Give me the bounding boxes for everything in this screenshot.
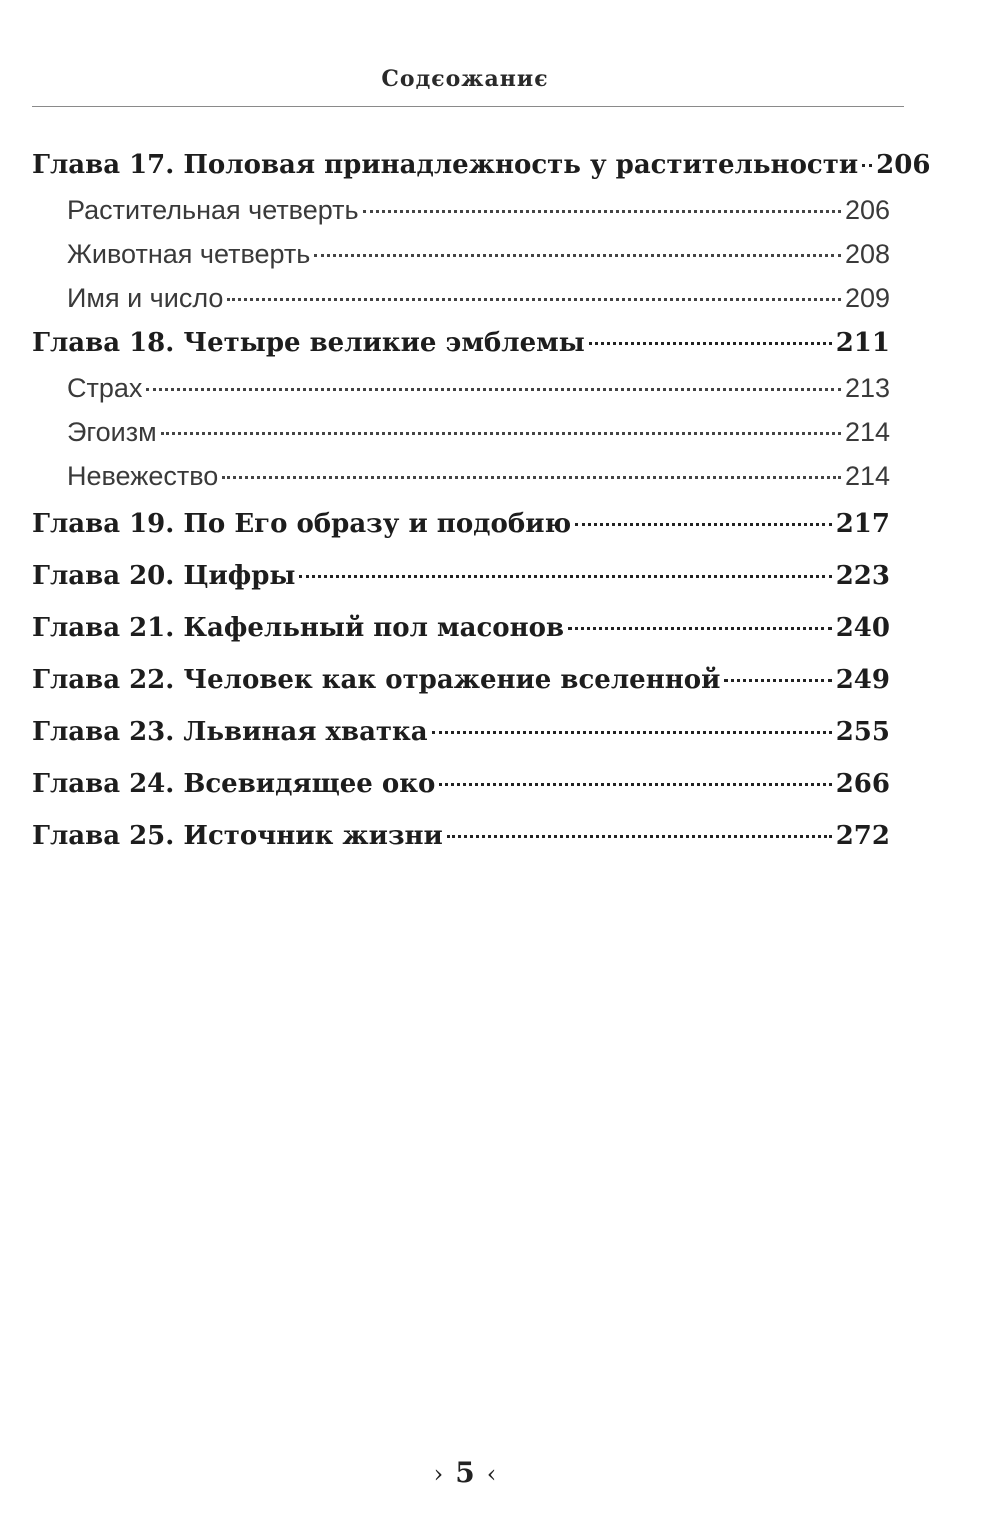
toc-entry-title: Страх <box>67 373 143 403</box>
dot-leader <box>363 210 841 213</box>
toc-entry-chapter-23[interactable] <box>32 706 890 758</box>
dot-leader <box>589 342 832 345</box>
toc-entry-chapter-20[interactable] <box>32 550 890 602</box>
toc-entry-page: 272 <box>835 821 890 851</box>
toc-entry-section[interactable] <box>32 410 890 454</box>
dot-leader <box>724 679 831 682</box>
running-title: Содєожаниє <box>381 66 549 92</box>
toc-entry-section[interactable] <box>32 188 890 232</box>
toc-entry-chapter-18[interactable] <box>32 320 890 366</box>
toc-entry-title: Эгоизм <box>67 417 157 447</box>
toc-entry-title: Имя и число <box>67 283 224 313</box>
toc-entry-section[interactable] <box>32 276 890 320</box>
toc-entry-chapter-22[interactable] <box>32 654 890 706</box>
toc-entry-page: 240 <box>835 613 890 643</box>
table-of-contents <box>32 142 931 862</box>
dot-leader <box>862 164 872 167</box>
toc-entry-section[interactable] <box>32 232 890 276</box>
toc-entry-title: Глава 19. По Его образу и подобию <box>32 509 572 539</box>
toc-entry-page: 211 <box>835 328 890 358</box>
toc-entry-page: 255 <box>835 717 890 747</box>
toc-entry-title: Глава 23. Львиная хватка <box>32 717 428 747</box>
dot-leader <box>432 731 832 734</box>
toc-entry-title: Животная четверть <box>67 239 311 269</box>
dot-leader <box>575 523 832 526</box>
toc-entry-section[interactable] <box>32 366 890 410</box>
toc-entry-page: 209 <box>844 283 890 313</box>
toc-entry-title: Глава 20. Цифры <box>32 561 296 591</box>
ornament-right: ‹ <box>486 1460 497 1488</box>
toc-entry-title: Глава 24. Всевидящее око <box>32 769 436 799</box>
toc-entry-section[interactable] <box>32 454 890 498</box>
dot-leader <box>227 298 841 301</box>
ornament-left: › <box>433 1460 444 1488</box>
toc-entry-title: Глава 22. Человек как отражение вселенной <box>32 665 721 695</box>
page-number <box>0 1456 930 1489</box>
dot-leader <box>161 432 841 435</box>
toc-entry-title: Глава 21. Кафельный пол масонов <box>32 613 565 643</box>
toc-entry-title: Глава 25. Источник жизни <box>32 821 443 851</box>
toc-entry-page: 206 <box>844 195 890 225</box>
dot-leader <box>299 575 831 578</box>
toc-entry-page: 214 <box>844 417 890 447</box>
toc-entry-page: 217 <box>835 509 890 539</box>
header-rule <box>32 106 904 107</box>
toc-entry-page: 249 <box>835 665 890 695</box>
toc-entry-chapter-24[interactable] <box>32 758 890 810</box>
toc-entry-chapter-21[interactable] <box>32 602 890 654</box>
toc-entry-page: 266 <box>835 769 890 799</box>
dot-leader <box>146 388 841 391</box>
dot-leader <box>447 835 832 838</box>
dot-leader <box>314 254 841 257</box>
toc-entry-title: Невежество <box>67 461 219 491</box>
dot-leader <box>222 476 841 479</box>
toc-entry-chapter-25[interactable] <box>32 810 890 862</box>
toc-entry-page: 208 <box>844 239 890 269</box>
toc-entry-page: 206 <box>876 150 931 180</box>
toc-entry-title: Растительная четверть <box>67 195 359 225</box>
toc-entry-chapter-19[interactable] <box>32 498 890 550</box>
page-number-value: 5 <box>455 1456 475 1489</box>
toc-entry-page: 214 <box>844 461 890 491</box>
toc-entry-page: 223 <box>835 561 890 591</box>
dot-leader <box>568 627 832 630</box>
toc-entry-page: 213 <box>844 373 890 403</box>
toc-entry-title: Глава 17. Половая принадлежность у растительности <box>32 150 859 180</box>
toc-entry-chapter-17[interactable] <box>32 142 931 188</box>
toc-entry-title: Глава 18. Четыре великие эмблемы <box>32 328 585 358</box>
dot-leader <box>439 783 831 786</box>
